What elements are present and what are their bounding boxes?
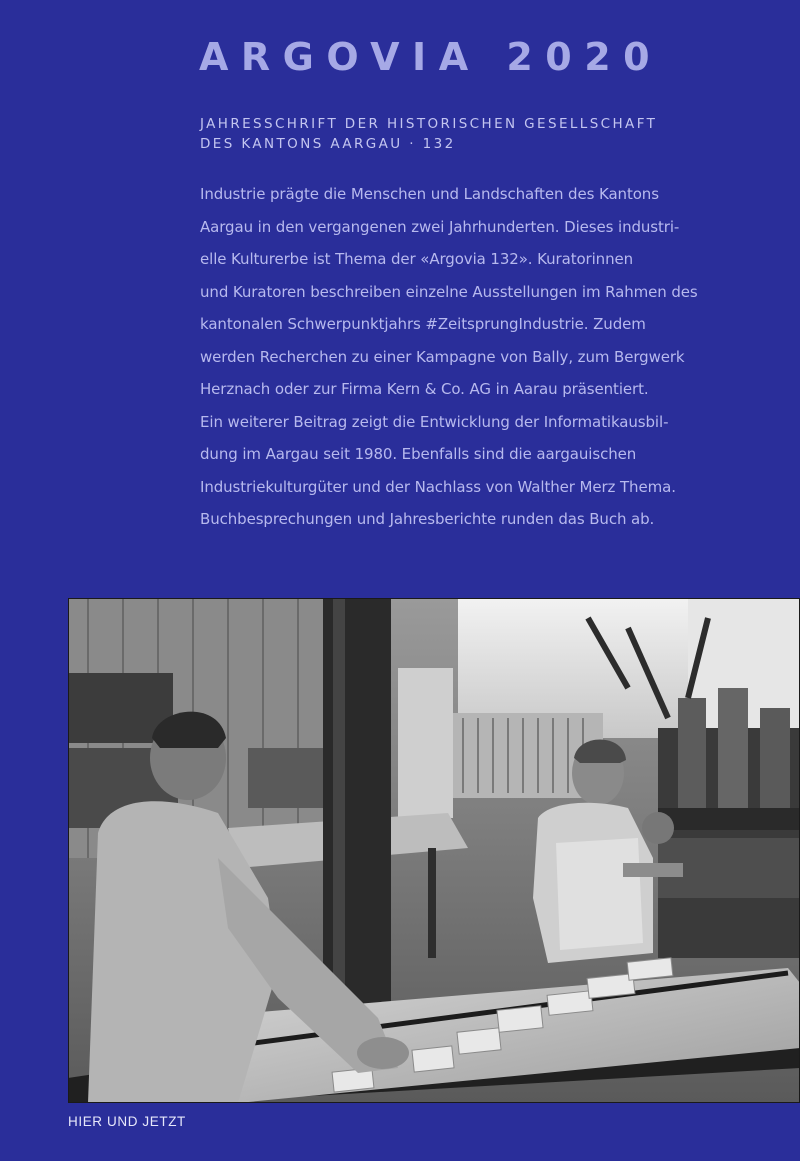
blurb-line: werden Recherchen zu einer Kampagne von Bally, zum Bergwerk (200, 347, 685, 366)
publisher-name: HIER UND JETZT (68, 1114, 186, 1129)
book-subtitle (200, 114, 780, 154)
blurb-line: kantonalen Schwerpunktjahrs #ZeitsprungIndustrie. Zudem (200, 315, 646, 333)
blurb-line: Industriekulturgüter und der Nachlass von Walther Merz Thema. (200, 477, 676, 496)
book-title: ARGOVIA 2020 (199, 35, 663, 79)
blurb-line: Industrie prägte die Menschen und Landschaften des Kantons (200, 185, 659, 203)
blurb-line: Ein weiterer Beitrag zeigt die Entwicklung der Informatikausbil- (200, 412, 669, 431)
subtitle-line-2: DES KANTONS AARGAU · 132 (200, 136, 456, 152)
blurb-line: elle Kulturerbe ist Thema der «Argovia 132». Kuratorinnen (200, 250, 634, 268)
blurb-line: dung im Aargau seit 1980. Ebenfalls sind die aargauischen (200, 445, 637, 463)
blurb-line: Herznach oder zur Firma Kern & Co. AG in Aarau präsentiert. (200, 380, 649, 398)
subtitle-line-1: JAHRESSCHRIFT DER HISTORISCHEN GESELLSCHAFT (200, 116, 658, 132)
blurb-line: Aargau in den vergangenen zwei Jahrhunderten. Dieses industri- (200, 217, 680, 236)
blurb-line: und Kuratoren beschreiben einzelne Ausstellungen im Rahmen des (200, 282, 698, 301)
back-cover-blurb (200, 178, 792, 536)
blurb-line: Buchbesprechungen und Jahresberichte runden das Buch ab. (200, 510, 655, 528)
factory-photo-illustration (68, 598, 800, 1103)
factory-workers-photo (68, 598, 800, 1103)
